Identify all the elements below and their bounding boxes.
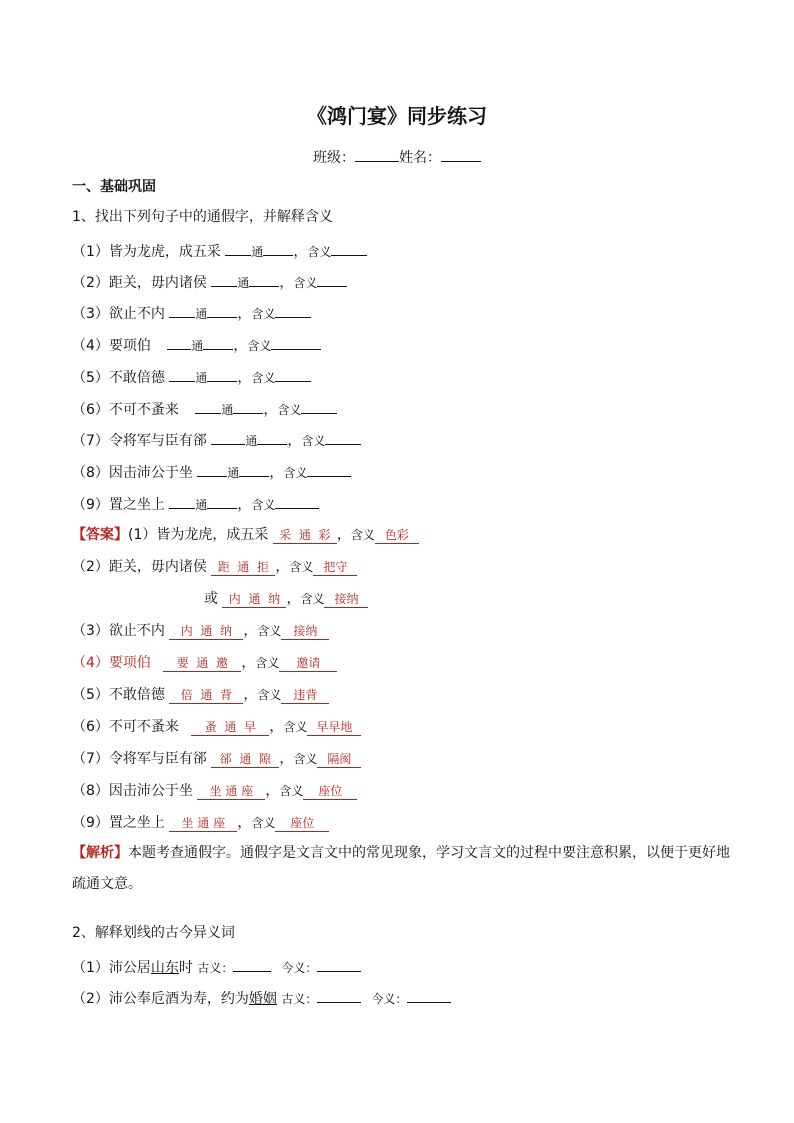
section-heading: 一、基础巩固 [72,179,156,195]
class-label: 班级： [313,150,355,166]
q1-item: （2）距关，毋内诸侯 通 ，含义 [72,271,732,293]
q1-item: （3）欲止不内 通 ，含义 [72,302,732,324]
answer-row: （8）因击沛公于坐 坐 通 座 ，含义 座位 [72,781,732,801]
answer-row: （4）要项伯 要 通 邀 ，含义 邀请 [72,653,732,673]
answer-row: （7）令将军与臣有郤 郤 通 隙 ，含义 隔阂 [72,749,732,769]
answer-row: 或 内 通 纳 ，含义 接纳 [204,589,604,609]
q1-item: （4）要项伯 通 ，含义 [72,334,732,356]
question-2-title: 2、解释划线的古今异义词 [72,925,235,941]
q2-item: （1）沛公居山东时 古义： 今义： [72,956,732,978]
q1-item: （6）不可不蚤来 通 ，含义 [72,398,732,420]
class-blank[interactable] [355,146,399,162]
q1-item: （5）不敢倍德 通 ，含义 [72,366,732,388]
q1-item: （8）因击沛公于坐 通 ，含义 [72,461,732,483]
answer-row: （5）不敢倍德 倍 通 背 ，含义 违背 [72,685,732,705]
name-label: 姓名： [399,150,441,166]
answer-row: （2）距关，毋内诸侯 距 通 拒 ，含义 把守 [72,557,732,577]
analysis-paragraph: 【解析】本题考查通假字。通假字是文言文中的常见现象，学习文言文的过程中要注意积累，以便于更好地疏通文意。 [72,845,730,892]
question-1-title: 1、找出下列句子中的通假字，并解释含义 [72,209,333,225]
answer-row: （6）不可不蚤来 蚤 通 早 ，含义 早早地 [72,717,732,737]
q1-item: （9）置之坐上 通 ，含义 [72,493,732,515]
name-blank[interactable] [441,146,481,162]
page-title: 《鸿门宴》同步练习 [307,104,487,128]
q1-item: （1）皆为龙虎，成五采 通 ，含义 [72,240,732,262]
answer-row: （9）置之坐上 坐 通 座 ，含义 座位 [72,813,732,833]
q1-item: （7）令将军与臣有郤 通 ，含义 [72,429,732,451]
answer-row: 【答案】(1）皆为龙虎，成五采 采 通 彩 ，含义 色彩 [72,525,732,545]
class-name-line [0,146,794,168]
q2-item: （2）沛公奉卮酒为寿，约为婚姻 古义： 今义： [72,987,732,1009]
answer-row: （3）欲止不内 内 通 纳 ，含义 接纳 [72,621,732,641]
